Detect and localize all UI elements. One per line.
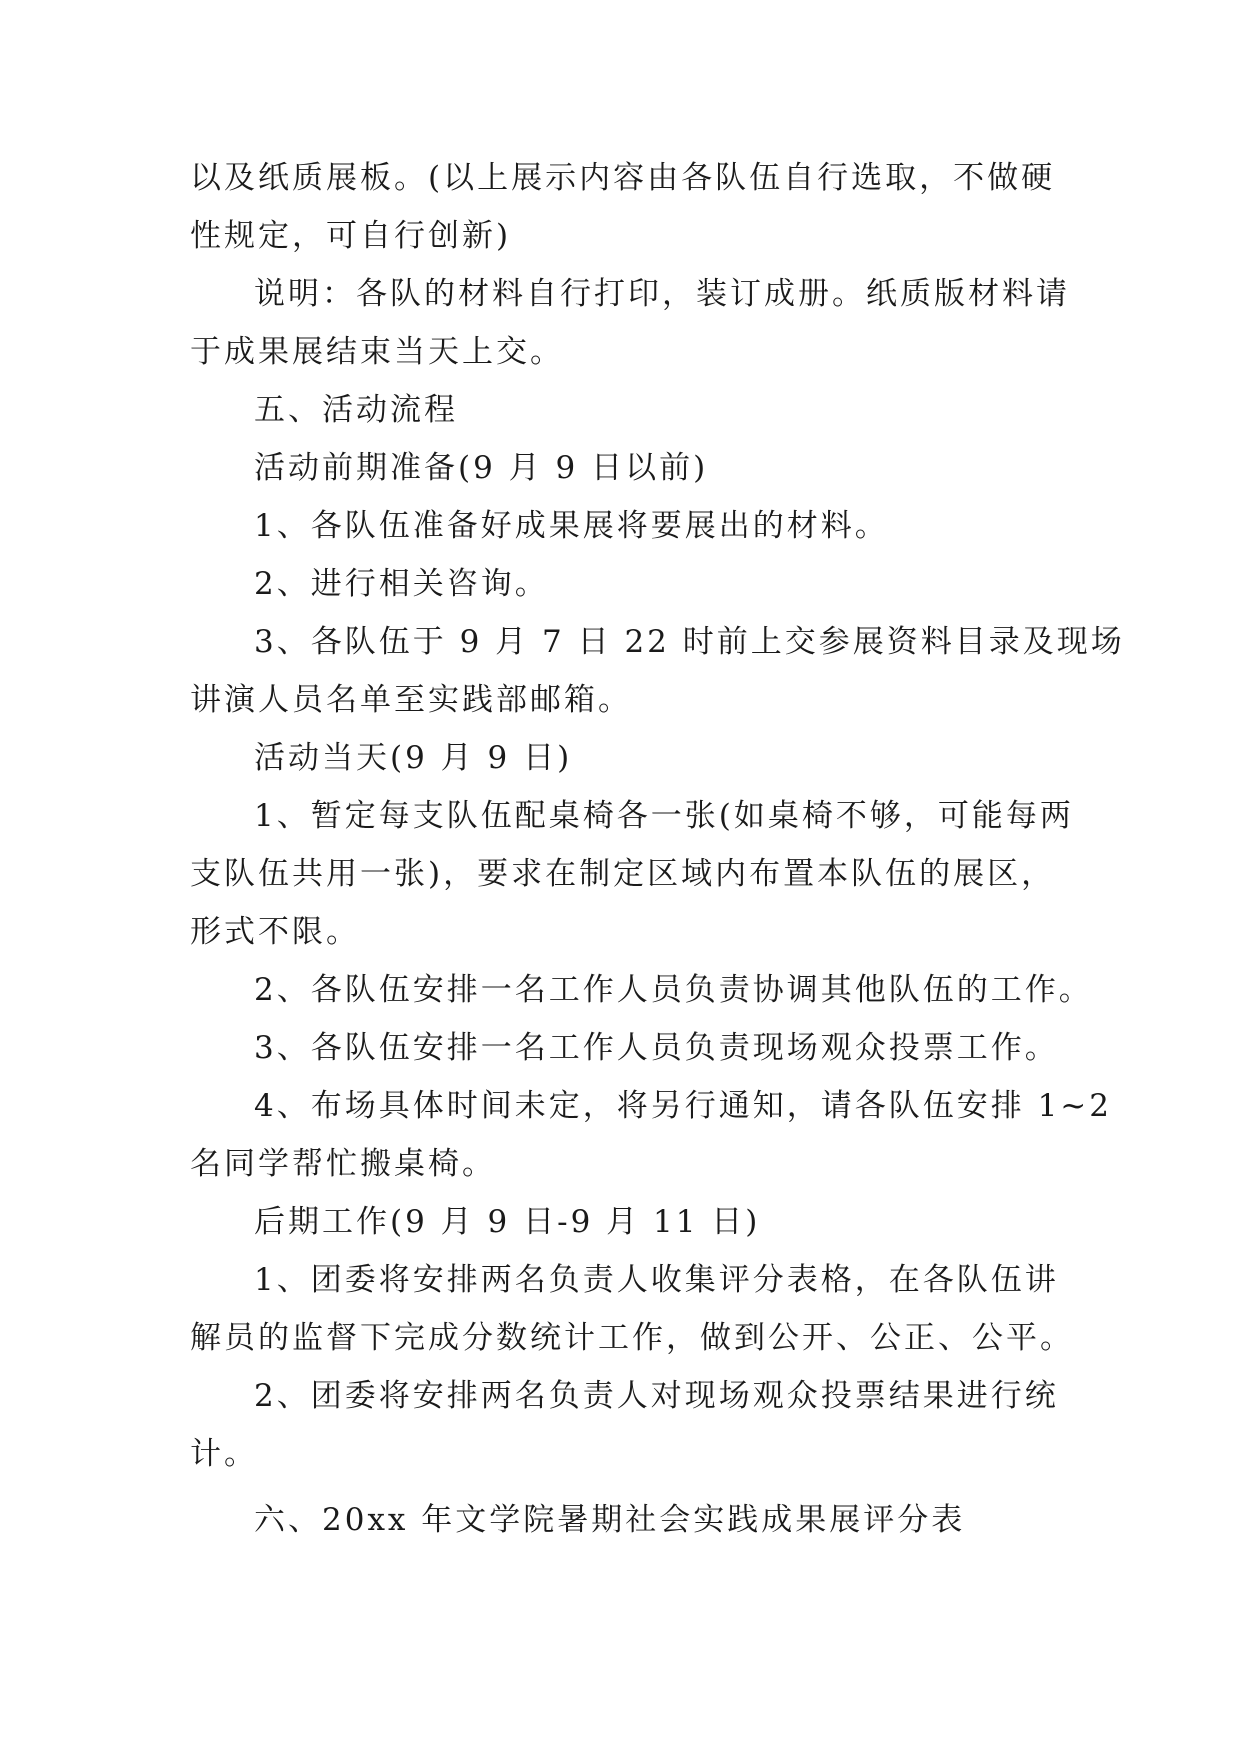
list-item: 4、布场具体时间未定，将另行通知，请各队伍安排 1~2	[254, 1088, 1112, 1124]
list-item-continued: 计。	[190, 1436, 258, 1472]
list-item-continued: 支队伍共用一张)，要求在制定区域内布置本队伍的展区，	[190, 856, 1056, 892]
subsection-heading: 活动前期准备(9 月 9 日以前)	[254, 450, 709, 486]
list-item: 3、各队伍于 9 月 7 日 22 时前上交参展资料目录及现场	[254, 624, 1125, 660]
list-item-continued: 形式不限。	[190, 914, 360, 950]
list-item-continued: 名同学帮忙搬桌椅。	[190, 1146, 496, 1182]
list-item: 1、团委将安排两名负责人收集评分表格，在各队伍讲	[254, 1262, 1059, 1298]
subsection-heading: 后期工作(9 月 9 日-9 月 11 日)	[254, 1204, 761, 1240]
section-heading: 五、活动流程	[254, 392, 458, 428]
section-heading: 六、20xx 年文学院暑期社会实践成果展评分表	[254, 1502, 966, 1538]
list-item: 1、暂定每支队伍配桌椅各一张(如桌椅不够，可能每两	[254, 798, 1074, 834]
list-item: 3、各队伍安排一名工作人员负责现场观众投票工作。	[254, 1030, 1059, 1066]
paragraph-line: 以及纸质展板。(以上展示内容由各队伍自行选取，不做硬	[190, 160, 1056, 196]
list-item: 2、进行相关咨询。	[254, 566, 549, 602]
paragraph-line: 于成果展结束当天上交。	[190, 334, 564, 370]
list-item-continued: 讲演人员名单至实践部邮箱。	[190, 682, 632, 718]
paragraph-line: 说明：各队的材料自行打印，装订成册。纸质版材料请	[254, 276, 1070, 312]
list-item: 1、各队伍准备好成果展将要展出的材料。	[254, 508, 889, 544]
list-item: 2、团委将安排两名负责人对现场观众投票结果进行统	[254, 1378, 1059, 1414]
list-item-continued: 解员的监督下完成分数统计工作，做到公开、公正、公平。	[190, 1320, 1074, 1356]
paragraph-line: 性规定，可自行创新)	[190, 218, 512, 254]
list-item: 2、各队伍安排一名工作人员负责协调其他队伍的工作。	[254, 972, 1093, 1008]
subsection-heading: 活动当天(9 月 9 日)	[254, 740, 573, 776]
